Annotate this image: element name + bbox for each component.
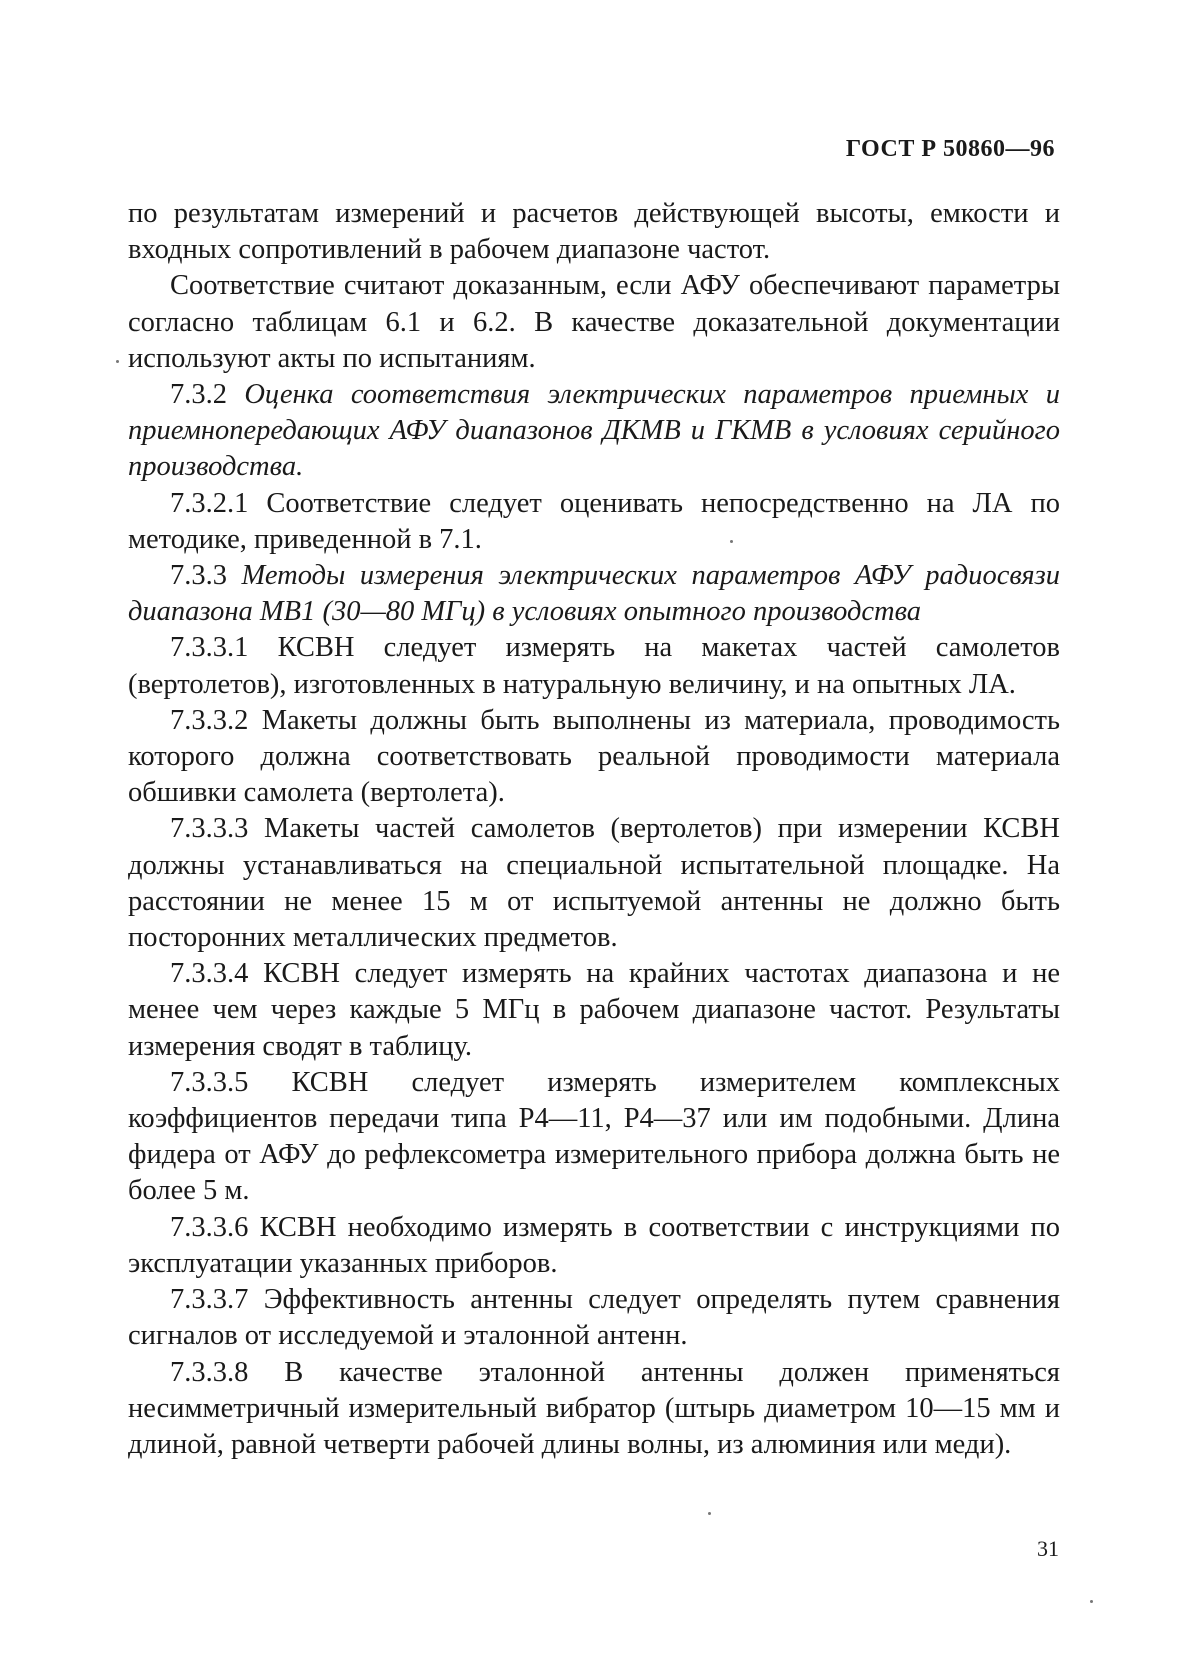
paragraph-text: Эффективность антенны следует определять путем сравнения сигналов от исследуемой и эталонной антенн.	[128, 1284, 1060, 1352]
paragraph-7-3-3	[128, 558, 1060, 630]
clause-number: 7.3.3.4	[170, 958, 249, 990]
clause-number: 7.3.3.6	[170, 1211, 249, 1243]
paragraph-text: В качестве эталонной антенны должен применяться несимметричный измерительный вибратор (штырь диаметром 10—15 мм и длиной, равной четверти рабочей длины волны, из алюминия или меди).	[128, 1356, 1060, 1460]
paragraph-text: Соответствие считают доказанным, если АФУ обеспечивают параметры согласно таблицам 6.1 и 6.2. В качестве доказательной документации используют акты по испытаниям.	[128, 270, 1060, 374]
paragraph-7-3-3-8	[128, 1355, 1060, 1464]
clause-number: 7.3.3.2	[170, 704, 249, 736]
clause-number: 7.3.3.3	[170, 813, 249, 845]
paragraph-7-3-3-3	[128, 811, 1060, 956]
paragraph-7-3-3-5	[128, 1065, 1060, 1210]
clause-number: 7.3.2	[170, 379, 227, 411]
clause-number: 7.3.3.5	[170, 1066, 249, 1098]
clause-title: Методы измерения электрических параметров АФУ радиосвязи диапазона МВ1 (30—80 МГц) в условиях опытного производства	[128, 560, 1060, 628]
page-number: 31	[1037, 1536, 1059, 1561]
scan-speck	[116, 360, 119, 363]
standard-header: ГОСТ Р 50860—96	[845, 136, 1055, 162]
paragraph-continuation	[128, 196, 1060, 268]
clause-number: 7.3.3.8	[170, 1356, 249, 1388]
scan-speck	[730, 540, 733, 543]
clause-number: 7.3.2.1	[170, 487, 249, 519]
paragraph-7-3-2	[128, 377, 1060, 486]
paragraph-7-3-2-1	[128, 486, 1060, 558]
paragraph-7-3-3-4	[128, 956, 1060, 1065]
paragraph-text: КСВН следует измерять на макетах частей самолетов (вертолетов), изготовленных в натуральную величину, и на опытных ЛА.	[128, 632, 1060, 700]
paragraph-7-3-3-2	[128, 703, 1060, 812]
document-body	[128, 196, 1060, 1463]
paragraph-7-3-3-7	[128, 1282, 1060, 1354]
paragraph-text: КСВН необходимо измерять в соответствии с инструкциями по эксплуатации указанных приборов.	[128, 1211, 1061, 1279]
paragraph-conformity	[128, 268, 1060, 377]
paragraph-text: Макеты частей самолетов (вертолетов) при измерении КСВН должны устанавливаться на специальной испытательной площадке. На расстоянии не менее 15 м от испытуемой антенны не должно быть посторонних металлических предметов.	[128, 813, 1061, 954]
paragraph-text: КСВН следует измерять на крайних частотах диапазона и не менее чем через каждые 5 МГц в рабочем диапазоне частот. Результаты измерения сводят в таблицу.	[128, 958, 1060, 1062]
paragraph-7-3-3-1	[128, 630, 1060, 702]
clause-number: 7.3.3	[170, 560, 227, 592]
clause-number: 7.3.3.1	[170, 632, 249, 664]
paragraph-7-3-3-6	[128, 1210, 1060, 1282]
scan-speck	[1090, 1600, 1093, 1603]
paragraph-text: по результатам измерений и расчетов действующей высоты, емкости и входных сопротивлений в рабочем диапазоне частот.	[128, 198, 1060, 266]
paragraph-text: КСВН следует измерять измерителем комплексных коэффициентов передачи типа Р4—11, Р4—37 или им подобными. Длина фидера от АФУ до рефлексометра измерительного прибора должна быть не более 5 м.	[128, 1066, 1061, 1207]
clause-title: Оценка соответствия электрических параметров приемных и приемнопередающих АФУ диапазонов ДКМВ и ГКМВ в условиях серийного производства.	[128, 379, 1060, 483]
paragraph-text: Соответствие следует оценивать непосредственно на ЛА по методике, приведенной в 7.1.	[128, 487, 1060, 555]
clause-number: 7.3.3.7	[170, 1284, 249, 1316]
paragraph-text: Макеты должны быть выполнены из материала, проводимость которого должна соответствовать реальной проводимости материала обшивки самолета (вертолета).	[128, 704, 1061, 809]
scan-speck	[708, 1512, 711, 1515]
